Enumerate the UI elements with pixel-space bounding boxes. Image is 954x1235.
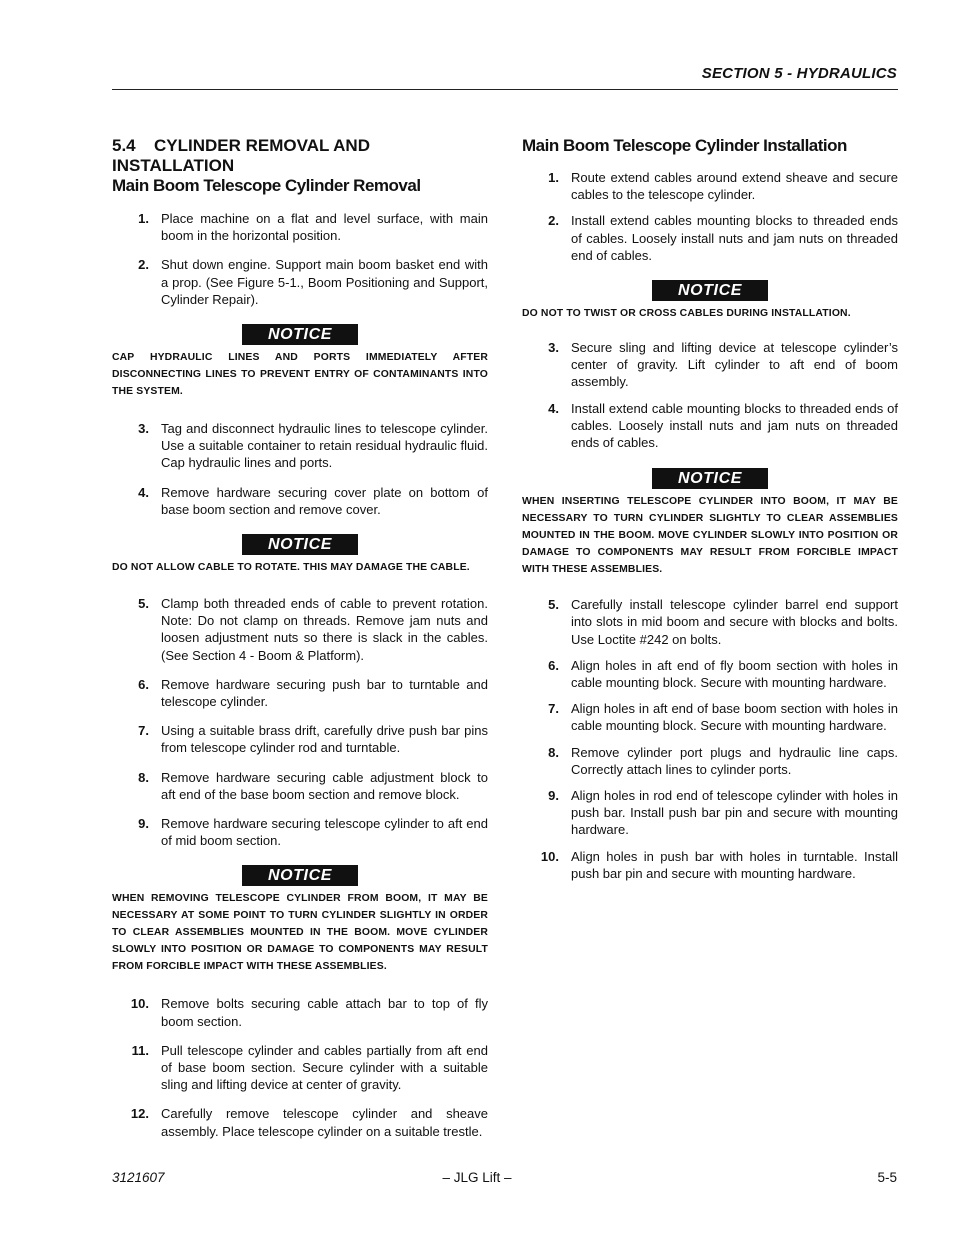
removal-steps-a <box>112 210 488 308</box>
removal-steps-d <box>112 995 488 1139</box>
list-item: 5. Carefully install telescope cylinder barrel end support into slots in mid boom and secure with blocks and bolts. Use Loctite #242 on bolts. <box>548 597 898 647</box>
list-item: 8. Remove hardware securing cable adjustment block to aft end of the base boom section and remove block. <box>138 769 488 802</box>
notice-badge: NOTICE <box>242 324 358 345</box>
page-number: 5-5 <box>877 1170 897 1185</box>
doc-number: 3121607 <box>112 1170 165 1185</box>
notice-block <box>522 468 898 578</box>
notice-badge: NOTICE <box>652 280 768 301</box>
notice-badge: NOTICE <box>242 865 358 886</box>
notice-text: WHEN REMOVING TELESCOPE CYLINDER FROM BOOM, IT MAY BE NECESSARY AT SOME POINT TO TURN CYLINDER SLIGHTLY IN ORDER TO CLEAR ASSEMBLIES MOUNTED IN THE BOOM. MOVE CYLINDER SLOWLY INTO POSITION OR DAMAGE TO COMPONENTS MAY RESULT FROM FORCIBLE IMPACT WITH THESE ASSEMBLIES. <box>112 893 488 973</box>
removal-steps-c <box>112 595 488 849</box>
list-item: 7. Align holes in aft end of base boom section with holes in cable mounting block. Secure with mounting hardware. <box>548 701 898 734</box>
footer-brand: – JLG Lift – <box>442 1170 512 1185</box>
notice-text: WHEN INSERTING TELESCOPE CYLINDER INTO BOOM, IT MAY BE NECESSARY TO TURN CYLINDER SLIGHTLY TO CLEAR ASSEMBLIES MOUNTED IN THE BOOM. MOVE CYLINDER SLOWLY INTO POSITION OR DAMAGE TO COMPONENTS MAY RESULT FROM FORCIBLE IMPACT WITH THESE ASSEMBLIES. <box>522 496 898 576</box>
section-heading <box>112 136 488 175</box>
notice-block <box>112 324 488 400</box>
notice-block <box>112 534 488 576</box>
removal-steps-b <box>112 420 488 518</box>
list-item: 5. Clamp both threaded ends of cable to prevent rotation. Note: Do not clamp on threads. Remove jam nuts and loosen adjustment nuts so there is slack in the cables. (See Section 4 - Boom & Platform). <box>138 596 488 663</box>
list-item: 12. Carefully remove telescope cylinder and sheave assembly. Place telescope cylinder on a suitable trestle. <box>130 1106 488 1139</box>
list-item: 11. Pull telescope cylinder and cables partially from aft end of base boom section. Secure cylinder with a suitable sling and lifting device at center of gravity. <box>131 1042 488 1093</box>
header-rule <box>112 89 898 90</box>
list-item: 6. Remove hardware securing push bar to turntable and telescope cylinder. <box>138 676 488 710</box>
list-item: 9. Remove hardware securing telescope cylinder to aft end of mid boom section. <box>138 816 488 849</box>
removal-heading: Main Boom Telescope Cylinder Removal <box>112 176 421 195</box>
notice-block <box>522 280 898 322</box>
list-item: 3. Tag and disconnect hydraulic lines to telescope cylinder. Use a suitable container to retain residual hydraulic fluid. Cap hydraulic lines and ports. <box>138 421 488 471</box>
notice-text: DO NOT ALLOW CABLE TO ROTATE. THIS MAY DAMAGE THE CABLE. <box>112 562 470 574</box>
left-column <box>112 130 488 1140</box>
list-item: 4. Install extend cable mounting blocks to threaded ends of cables. Loosely install nuts and jam nuts on threaded ends of cables. <box>548 400 898 451</box>
list-item: 10. Align holes in push bar with holes in turntable. Install push bar pin and secure with mounting hardware. <box>540 848 898 881</box>
list-item: 2. Install extend cables mounting blocks to threaded ends of cables. Loosely install nuts and jam nuts on threaded end of cables. <box>548 213 898 263</box>
list-item: 10. Remove bolts securing cable attach bar to top of fly boom section. <box>130 996 488 1029</box>
list-item: 1. Place machine on a flat and level surface, with main boom in the horizontal position. <box>138 211 488 244</box>
installation-steps-b <box>522 339 898 451</box>
list-item: 1. Route extend cables around extend sheave and secure cables to the telescope cylinder. <box>548 170 898 203</box>
notice-block <box>112 865 488 975</box>
installation-heading: Main Boom Telescope Cylinder Installation <box>522 136 847 155</box>
section-title: CYLINDER REMOVAL AND INSTALLATION <box>112 136 370 175</box>
notice-text: DO NOT TO TWIST OR CROSS CABLES DURING INSTALLATION. <box>522 308 851 320</box>
section-header-title: SECTION 5 - HYDRAULICS <box>701 65 897 82</box>
list-item: 8. Remove cylinder port plugs and hydraulic line caps. Correctly attach lines to cylinder ports. <box>548 744 898 777</box>
notice-badge: NOTICE <box>652 468 768 489</box>
list-item: 7. Using a suitable brass drift, carefully drive push bar pins from telescope cylinder rod and turntable. <box>138 723 488 756</box>
installation-steps-a <box>522 169 898 264</box>
list-item: 4. Remove hardware securing cover plate on bottom of base boom section and remove cover. <box>138 484 488 517</box>
list-item: 6. Align holes in aft end of fly boom section with holes in cable mounting block. Secure with mounting hardware. <box>548 657 898 691</box>
notice-badge: NOTICE <box>242 534 358 555</box>
right-column <box>522 130 898 882</box>
list-item: 3. Secure sling and lifting device at telescope cylinder’s center of gravity. Lift cylinder to aft end of boom assembly. <box>548 340 898 390</box>
list-item: 2. Shut down engine. Support main boom basket end with a prop. (See Figure 5-1., Boom Positioning and Support, Cylinder Repair). <box>138 257 488 307</box>
list-item: 9. Align holes in rod end of telescope cylinder with holes in push bar. Install push bar pin and secure with mounting hardware. <box>548 788 898 838</box>
notice-text: CAP HYDRAULIC LINES AND PORTS IMMEDIATELY AFTER DISCONNECTING LINES TO PREVENT ENTRY OF CONTAMINANTS INTO THE SYSTEM. <box>112 352 488 398</box>
installation-steps-c <box>522 596 898 882</box>
section-number: 5.4 <box>112 136 136 155</box>
